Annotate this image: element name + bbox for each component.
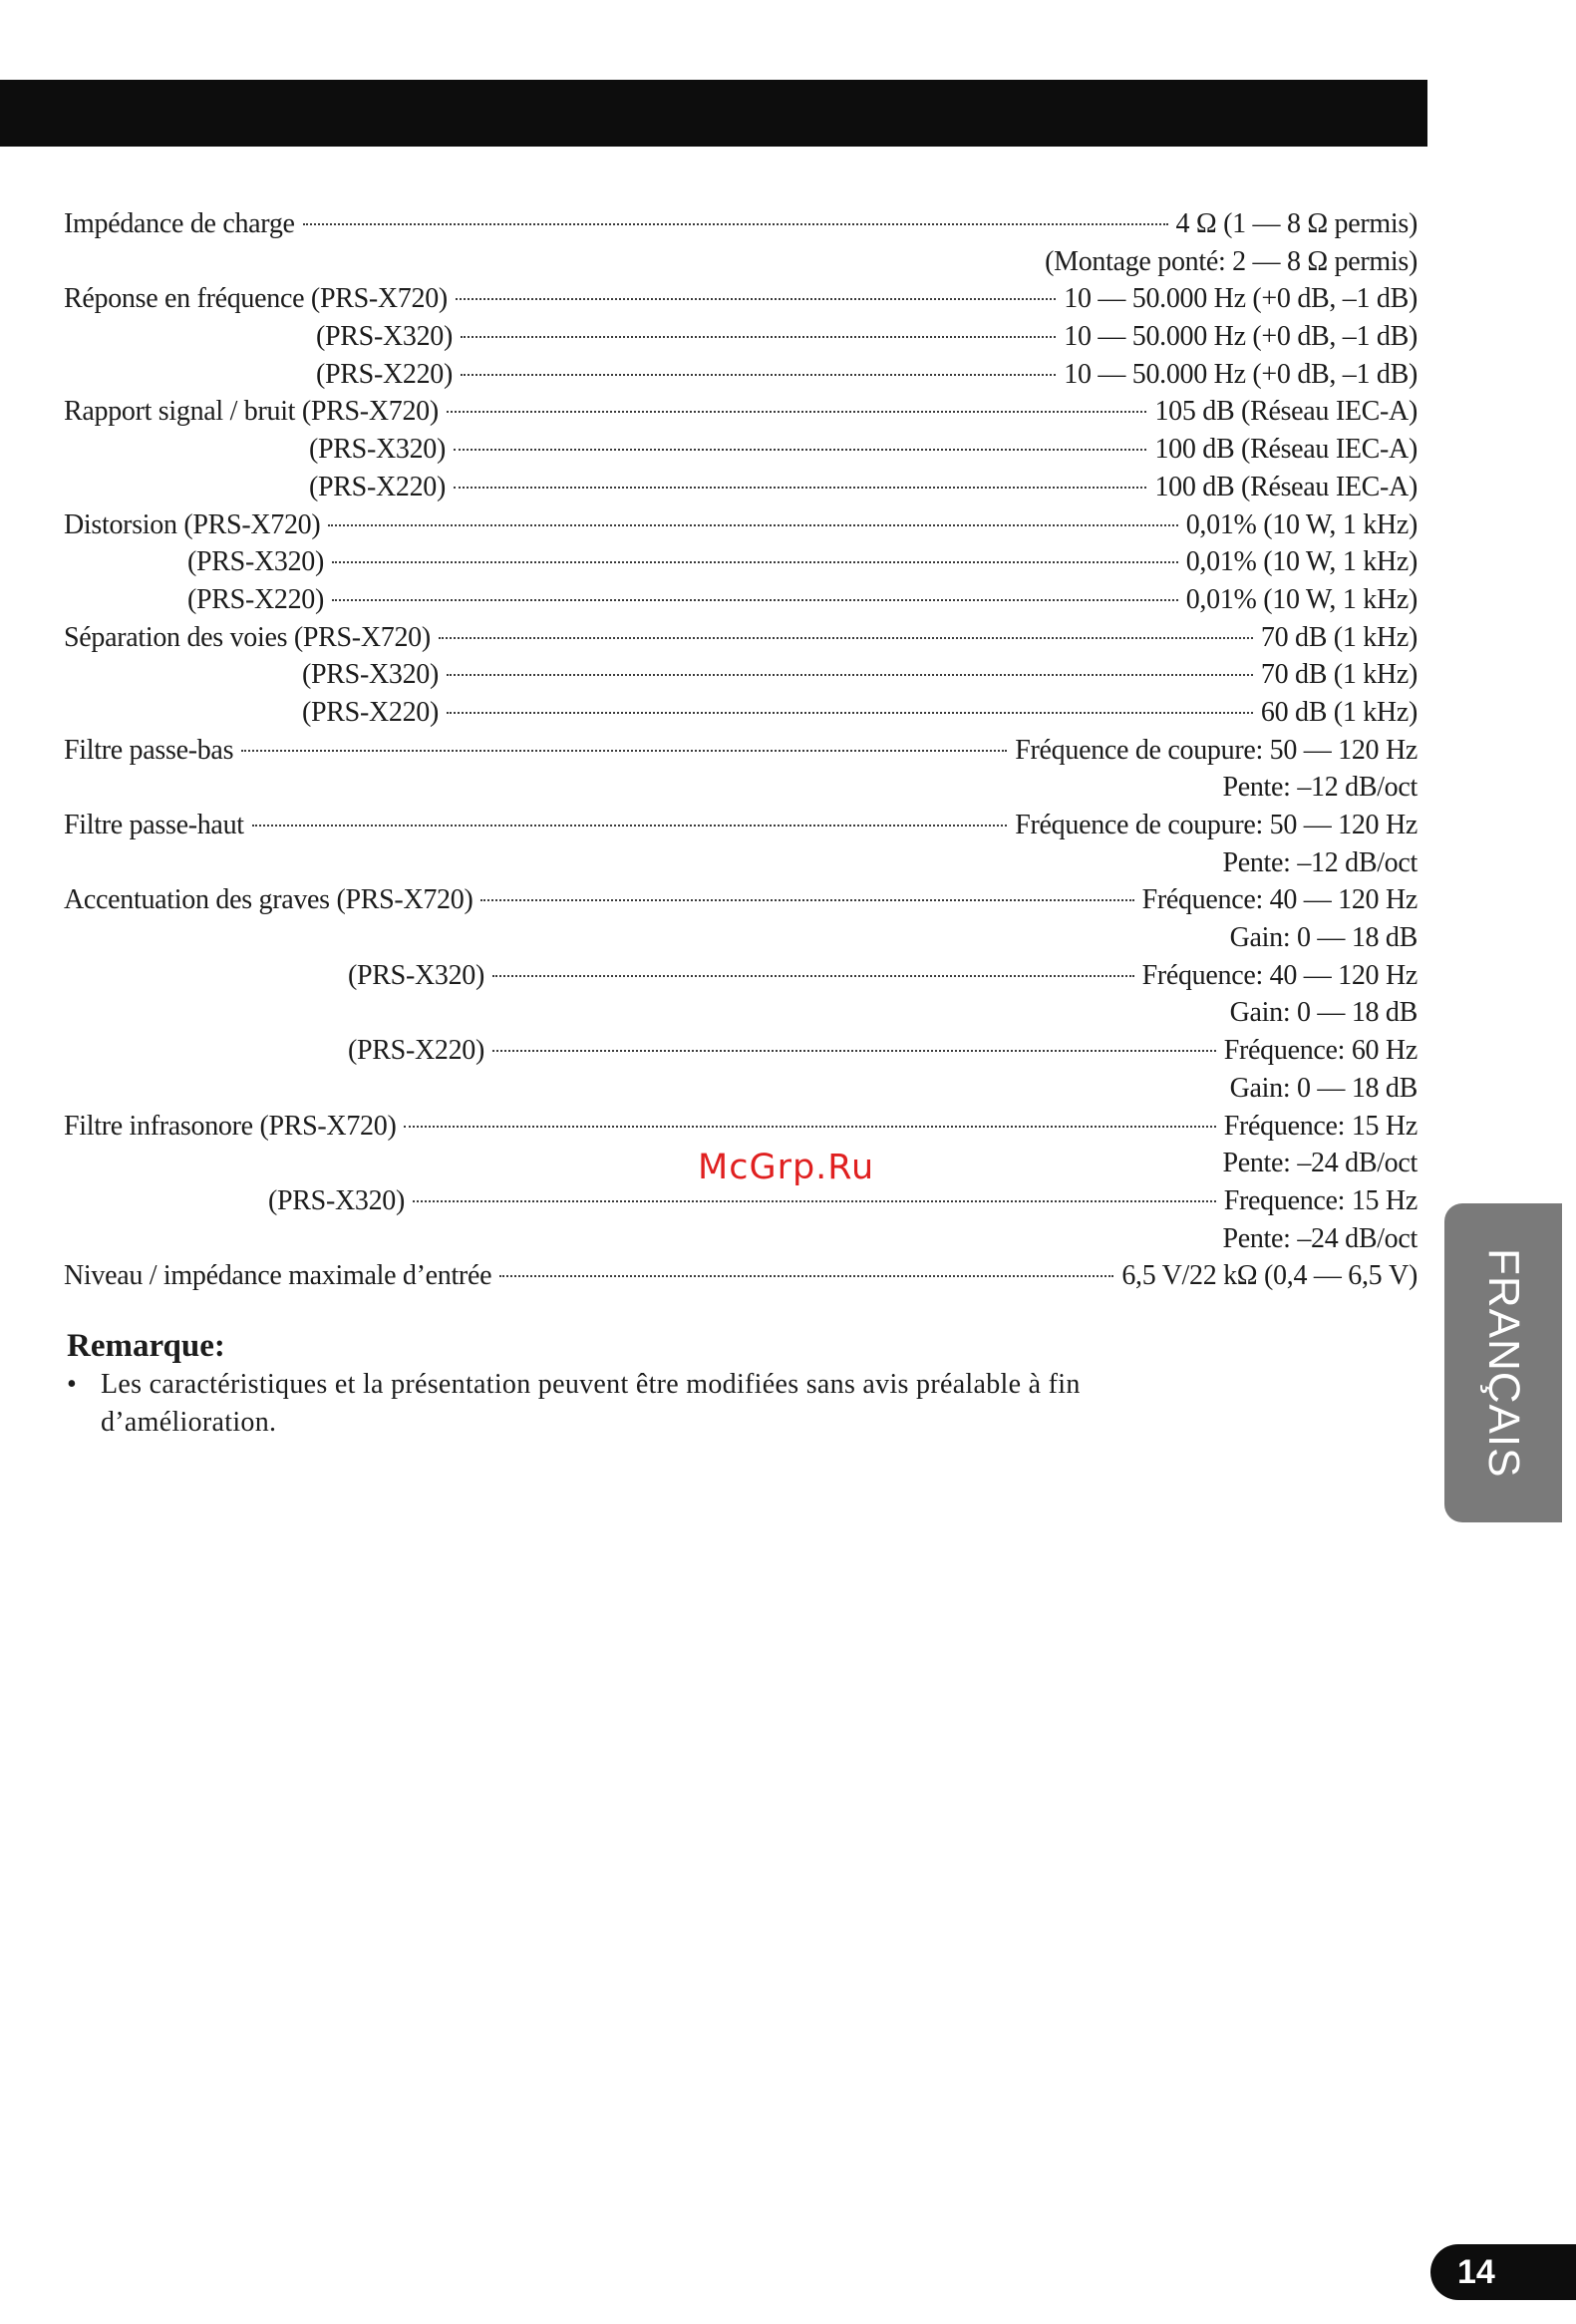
spec-value: Fréquence: 60 Hz <box>1223 1035 1418 1067</box>
spec-label: Niveau / impédance maximale d’entrée <box>64 1260 492 1292</box>
dot-leader <box>447 674 1253 676</box>
dot-leader <box>492 1050 1216 1052</box>
spec-value: 0,01% (10 W, 1 kHz) <box>1185 508 1418 540</box>
spec-label: Distorsion (PRS-X720) <box>64 508 321 540</box>
spec-row <box>64 393 1418 431</box>
spec-value: 105 dB (Réseau IEC-A) <box>1154 396 1418 428</box>
spec-value: 70 dB (1 kHz) <box>1260 621 1418 653</box>
spec-value: Gain: 0 — 18 dB <box>1229 997 1418 1029</box>
dot-leader <box>499 1275 1113 1277</box>
language-side-tab <box>1444 1203 1562 1522</box>
spec-value: 10 — 50.000 Hz (+0 dB, –1 dB) <box>1064 358 1418 390</box>
dot-leader <box>404 1126 1215 1128</box>
spec-row <box>64 957 1418 995</box>
dot-leader <box>454 487 1146 489</box>
remark-text: Les caractéristiques et la présentation peuvent être modifiées sans avis préalable à fin d’amélioration. <box>101 1369 1081 1438</box>
spec-value: 6,5 V/22 kΩ (0,4 — 6,5 V) <box>1121 1260 1418 1292</box>
spec-value: Fréquence: 40 — 120 Hz <box>1141 884 1418 916</box>
spec-row-continuation <box>64 994 1418 1032</box>
spec-row-continuation <box>64 919 1418 957</box>
spec-row-continuation <box>64 844 1418 882</box>
spec-value: 0,01% (10 W, 1 kHz) <box>1185 546 1418 578</box>
spec-row <box>64 732 1418 770</box>
spec-value: Fréquence: 40 — 120 Hz <box>1141 959 1418 991</box>
spec-row <box>64 1108 1418 1146</box>
spec-label: (PRS-X320) <box>309 434 447 466</box>
spec-row <box>64 356 1418 394</box>
dot-leader <box>461 336 1056 338</box>
spec-row-continuation <box>64 1070 1418 1108</box>
spec-label: Filtre passe-bas <box>64 734 234 766</box>
dot-leader <box>447 712 1253 714</box>
spec-value: 0,01% (10 W, 1 kHz) <box>1185 583 1418 615</box>
dot-leader <box>328 524 1177 526</box>
spec-value: Pente: –24 dB/oct <box>1222 1222 1418 1254</box>
page-number: 14 <box>1457 2253 1495 2291</box>
watermark: McGrp.Ru <box>698 1148 875 1187</box>
spec-value: Fréquence de coupure: 50 — 120 Hz <box>1015 734 1418 766</box>
spec-label: (PRS-X220) <box>302 696 440 728</box>
spec-value: 70 dB (1 kHz) <box>1260 659 1418 691</box>
spec-label: Réponse en fréquence (PRS-X720) <box>64 283 448 315</box>
spec-row <box>64 581 1418 619</box>
spec-row <box>64 318 1418 356</box>
spec-row <box>64 656 1418 694</box>
spec-row <box>64 431 1418 469</box>
spec-row <box>64 280 1418 318</box>
spec-value: 4 Ω (1 — 8 Ω permis) <box>1175 208 1418 239</box>
spec-label: (PRS-X320) <box>302 659 440 691</box>
spec-label: Filtre passe-haut <box>64 810 244 840</box>
spec-row-continuation <box>64 243 1418 281</box>
spec-label: (PRS-X320) <box>187 546 325 578</box>
specifications-list <box>64 205 1418 1295</box>
spec-value: Gain: 0 — 18 dB <box>1229 1072 1418 1104</box>
spec-value: Pente: –12 dB/oct <box>1222 846 1418 878</box>
spec-label: Séparation des voies (PRS-X720) <box>64 621 431 653</box>
spec-value: Fréquence: 15 Hz <box>1223 1110 1418 1142</box>
spec-row <box>64 506 1418 544</box>
spec-label: Accentuation des graves (PRS-X720) <box>64 884 473 916</box>
dot-leader <box>492 975 1134 977</box>
spec-row <box>64 1032 1418 1070</box>
spec-row <box>64 619 1418 657</box>
dot-leader <box>332 561 1178 563</box>
language-label: FRANÇAIS <box>1479 1247 1528 1479</box>
spec-label: (PRS-X320) <box>316 321 454 353</box>
spec-label: Rapport signal / bruit (PRS-X720) <box>64 396 439 428</box>
spec-label: (PRS-X220) <box>187 583 325 615</box>
spec-value: 10 — 50.000 Hz (+0 dB, –1 dB) <box>1064 321 1418 353</box>
spec-row <box>64 881 1418 919</box>
spec-row <box>64 205 1418 243</box>
spec-label: Filtre infrasonore (PRS-X720) <box>64 1110 397 1142</box>
spec-value: (Montage ponté: 2 — 8 Ω permis) <box>1045 245 1418 277</box>
spec-value: Fréquence de coupure: 50 — 120 Hz <box>1015 810 1418 840</box>
dot-leader <box>241 750 1007 752</box>
page-number-tab <box>1430 2244 1576 2300</box>
spec-value: 10 — 50.000 Hz (+0 dB, –1 dB) <box>1064 283 1418 315</box>
spec-row <box>64 543 1418 581</box>
spec-value: 100 dB (Réseau IEC-A) <box>1154 471 1418 502</box>
spec-label: (PRS-X220) <box>309 471 447 502</box>
bullet-icon: • <box>67 1369 78 1400</box>
spec-label: (PRS-X320) <box>268 1184 406 1216</box>
dot-leader <box>332 599 1178 601</box>
spec-value: 60 dB (1 kHz) <box>1260 696 1418 728</box>
dot-leader <box>461 374 1056 376</box>
spec-value: Frequence: 15 Hz <box>1223 1184 1418 1216</box>
spec-row <box>64 694 1418 732</box>
dot-leader <box>456 298 1056 300</box>
spec-row <box>64 469 1418 506</box>
spec-value: 100 dB (Réseau IEC-A) <box>1154 434 1418 466</box>
spec-row <box>64 1182 1418 1220</box>
spec-row <box>64 1257 1418 1295</box>
remark-section <box>67 1326 1203 1442</box>
dot-leader <box>303 223 1168 225</box>
spec-label: (PRS-X320) <box>348 959 485 991</box>
spec-label: Impédance de charge <box>64 208 295 239</box>
remark-title: Remarque: <box>67 1328 225 1364</box>
spec-label: (PRS-X220) <box>348 1035 485 1067</box>
dot-leader <box>447 411 1147 413</box>
spec-value: Gain: 0 — 18 dB <box>1229 922 1418 954</box>
spec-row-continuation <box>64 1220 1418 1258</box>
spec-value: Pente: –12 dB/oct <box>1222 772 1418 804</box>
spec-row <box>64 807 1418 844</box>
spec-label: (PRS-X220) <box>316 358 454 390</box>
spec-value: Pente: –24 dB/oct <box>1222 1148 1418 1179</box>
remark-list-item <box>67 1366 1203 1442</box>
dot-leader <box>480 899 1133 901</box>
dot-leader <box>252 825 1008 827</box>
dot-leader <box>439 637 1253 639</box>
spec-row-continuation <box>64 769 1418 807</box>
header-bar <box>0 80 1427 147</box>
dot-leader <box>413 1200 1216 1202</box>
dot-leader <box>454 449 1146 451</box>
